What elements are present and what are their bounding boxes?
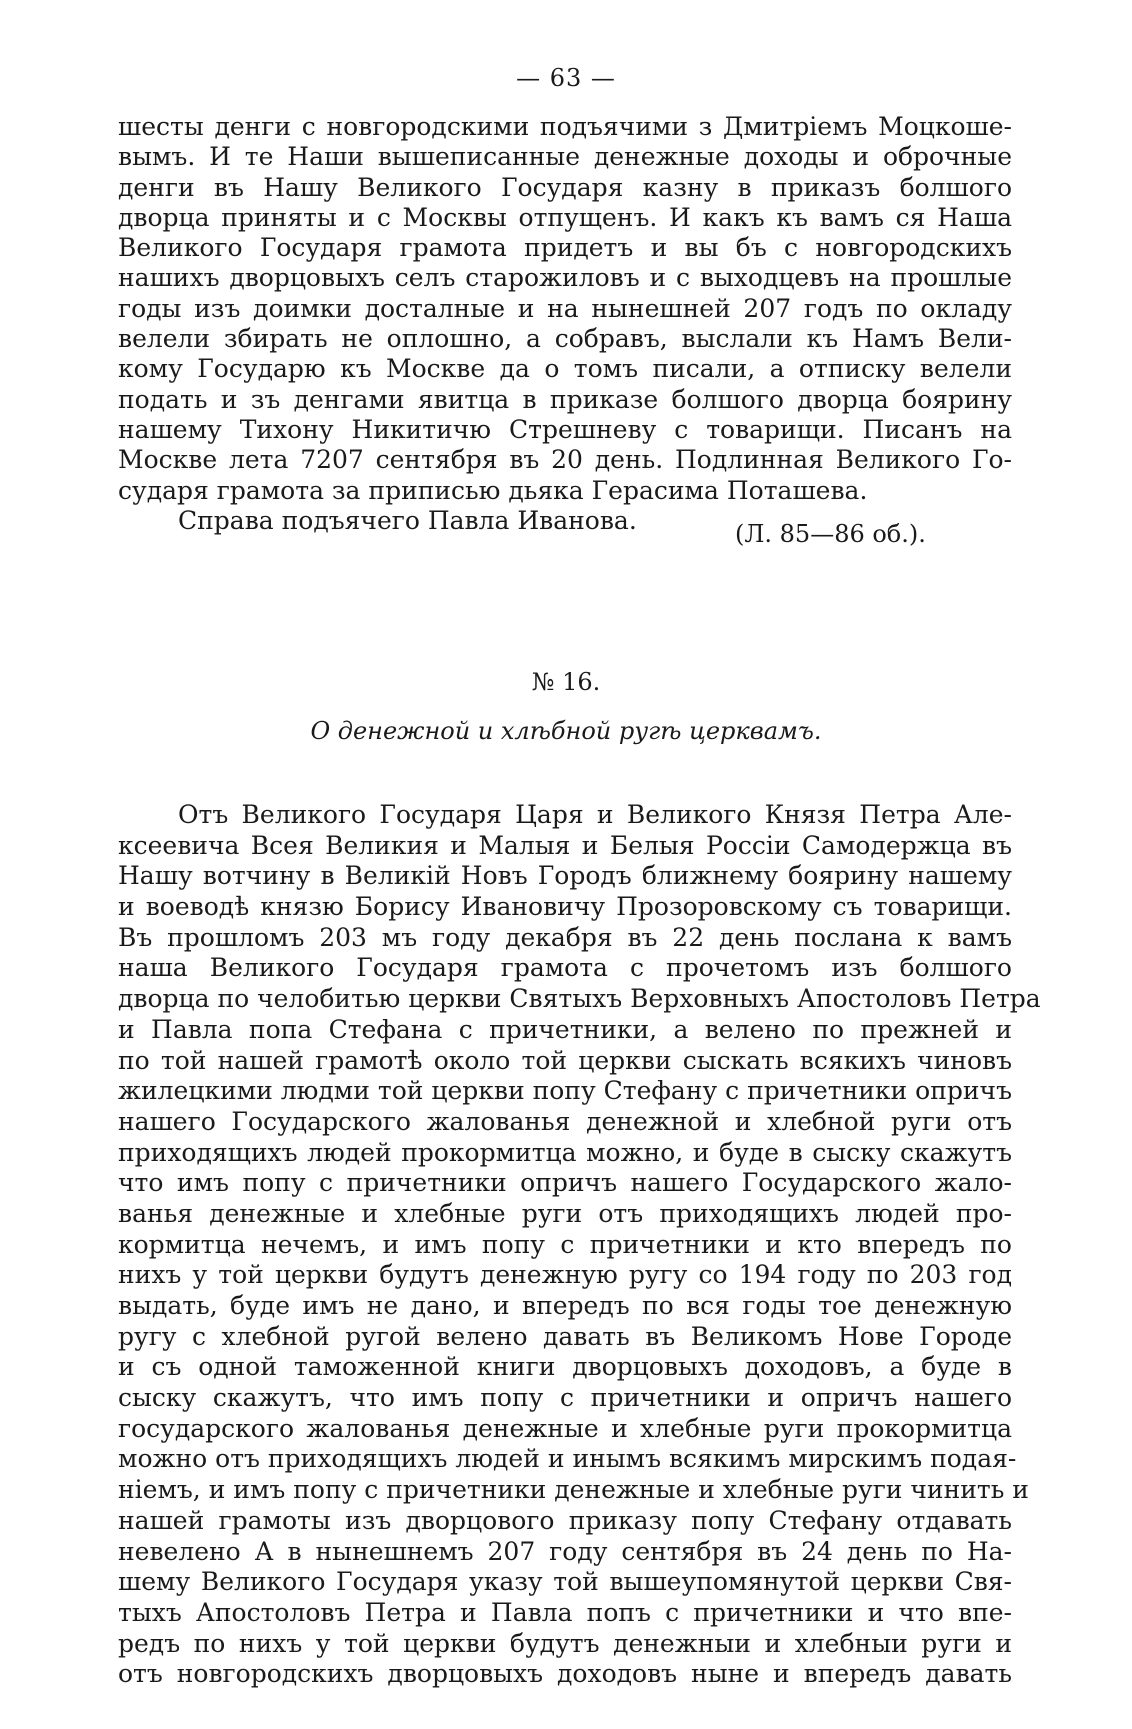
text-line: Москве лета 7207 сентября въ 20 день. Подлинная Великого Го- [118, 445, 1012, 475]
text-line: кому Государю къ Москве да о томъ писали, а отписку велели [118, 354, 1012, 384]
text-line: что имъ попу с причетники опричъ нашего Государского жало- [118, 1168, 1012, 1198]
text-line: ванья денежные и хлебные руги отъ приходящихъ людей про- [118, 1198, 1012, 1228]
text-line: сыску скажутъ, что имъ попу с причетники и опричъ нашего [118, 1383, 1012, 1413]
text-line: и воеводѣ князю Борису Ивановичу Прозоровскому съ товарищи. [118, 892, 1012, 922]
text-line: ругу с хлебной ругой велено давать въ Великомъ Нове Городе [118, 1321, 1012, 1351]
text-line: денги въ Нашу Великого Государя казну в приказъ болшого [118, 172, 1012, 202]
text-line: Нашу вотчину в Великій Новъ Городъ ближнему боярину нашему [118, 861, 1012, 891]
text-line: и съ одной таможенной книги дворцовыхъ доходовъ, а буде в [118, 1352, 1012, 1382]
text-line: наша Великого Государя грамота с прочетомъ изъ болшого [118, 953, 1012, 983]
text-line: нашей грамоты изъ дворцового приказу попу Стефану отдавать [118, 1505, 1012, 1535]
text-line: годы изъ доимки досталные и на нынешней 207 годъ по окладу [118, 293, 1012, 323]
text-line: государского жалованья денежные и хлебные руги прокормитца [118, 1413, 1012, 1443]
text-line: по той нашей грамотѣ около той церкви сыскать всякихъ чиновъ [118, 1045, 1012, 1075]
text-line: дворца по челобитью церкви Святыхъ Верховныхъ Апостоловъ Петра [118, 984, 1041, 1014]
text-line: невелено А в нынешнемъ 207 году сентября въ 24 день по На- [118, 1536, 1012, 1566]
text-line: вымъ. И те Наши вышеписанные денежные доходы и оброчные [118, 142, 1012, 172]
continuation-paragraph [118, 112, 1012, 536]
text-line: и Павла попа Стефана с причетники, а велено по прежней и [118, 1014, 1012, 1044]
text-line: можно отъ приходящихъ людей и инымъ всякимъ мирскимъ подая- [118, 1444, 1017, 1474]
text-line: нашего Государского жалованья денежной и хлебной руги отъ [118, 1106, 1012, 1136]
text-line: Великого Государя грамота придетъ и вы бъ с новгородскихъ [118, 233, 1012, 263]
text-line: приходящихъ людей прокормитца можно, и буде в сыску скажутъ [118, 1137, 1012, 1167]
text-line: Въ прошломъ 203 мъ году декабря въ 22 день послана к вамъ [118, 922, 1012, 952]
text-line: тыхъ Апостоловъ Петра и Павла попъ с причетники и что впе- [118, 1597, 1012, 1627]
document-heading: О денежной и хлѣбной ругѣ церквамъ. [310, 717, 822, 745]
text-line: нашему Тихону Никитичю Стрешневу с товарищи. Писанъ на [118, 414, 1012, 444]
text-line: сударя грамота за приписью дьяка Герасима Поташева. [118, 475, 868, 505]
text-line: шему Великого Государя указу той вышеупомянутой церкви Свя- [118, 1567, 1012, 1597]
folio-citation: (Л. 85—86 об.). [735, 520, 926, 548]
text-line: нихъ у той церкви будутъ денежную ругу со 194 году по 203 год [118, 1260, 1012, 1290]
text-line: велели збирать не оплошно, а собравъ, выслали къ Намъ Вели- [118, 324, 1012, 354]
text-line: редъ по нихъ у той церкви будутъ денежныи и хлебныи руги и [118, 1628, 1012, 1658]
text-line: Отъ Великого Государя Царя и Великого Князя Петра Але- [178, 800, 1012, 829]
document-number: № 16. [531, 668, 601, 696]
text-line: шесты денги с новгородскими подъячими з Дмитріемъ Моцкоше- [118, 112, 1012, 141]
text-line: кормитца нечемъ, и имъ попу с причетники и кто впередъ по [118, 1229, 1012, 1259]
text-line: ніемъ, и имъ попу с причетники денежные и хлебные руги чинить и [118, 1475, 1029, 1505]
clerk-note: Справа подъячего Павла Иванова. [178, 505, 637, 535]
text-line: отъ новгородскихъ дворцовыхъ доходовъ ныне и впередъ давать [118, 1659, 1012, 1689]
text-line: жилецкими людми той церкви попу Стефану с причетники опричъ [118, 1076, 1012, 1106]
text-line: подать и зъ денгами явитца в приказе болшого дворца боярину [118, 384, 1012, 414]
text-line: ксеевича Всея Великия и Малыя и Белыя Россіи Самодержца въ [118, 830, 1012, 860]
text-line: нашихъ дворцовыхъ селъ старожиловъ и с выходцевъ на прошлые [118, 263, 1012, 293]
text-line: дворца приняты и с Москвы отпущенъ. И какъ къ вамъ ся Наша [118, 202, 1012, 232]
page-number: — 63 — [516, 64, 616, 92]
document-body [118, 800, 1041, 1690]
text-line: выдать, буде имъ не дано, и впередъ по вся годы тое денежную [118, 1291, 1012, 1320]
